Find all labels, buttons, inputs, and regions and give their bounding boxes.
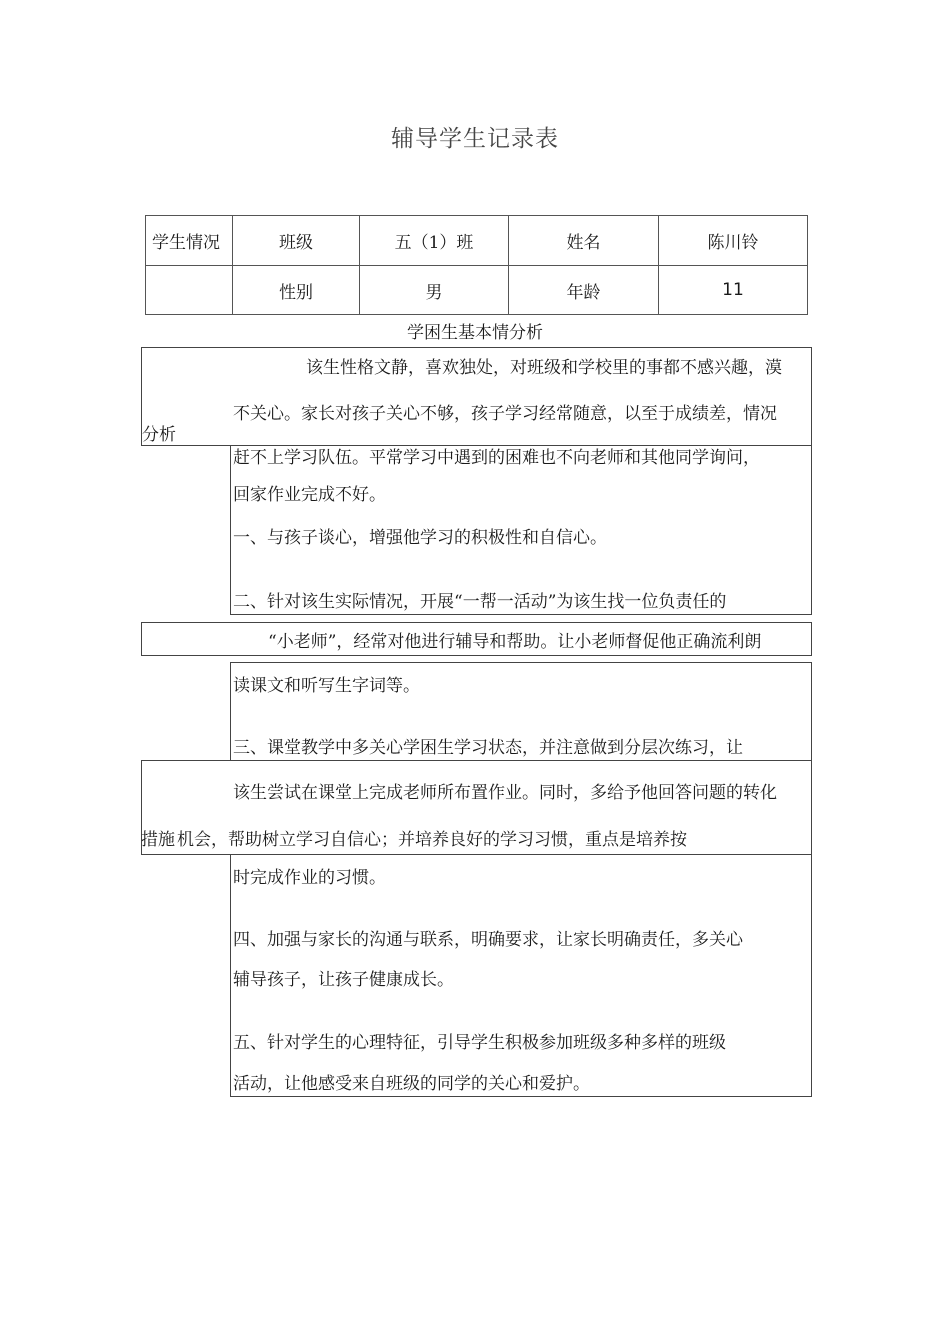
section-label-blank	[145, 265, 233, 315]
age-value: 11	[658, 265, 808, 315]
text-line: 三、课堂教学中多关心学困生学习状态，并注意做到分层次练习，让	[233, 738, 743, 758]
text-line: 赶不上学习队伍。平常学习中遇到的困难也不向老师和其他同学询问，	[233, 448, 760, 468]
analysis-label: 分析	[142, 425, 176, 445]
section-label-student: 学生情况	[145, 215, 233, 266]
analysis-heading: 学困生基本情分析	[407, 323, 543, 343]
class-label: 班级	[232, 215, 360, 266]
text-line: 活动，让他感受来自班级的同学的关心和爱护。	[233, 1074, 590, 1094]
text-line: 一、与孩子谈心，增强他学习的积极性和自信心。	[233, 528, 607, 548]
gender-value: 男	[359, 265, 509, 315]
text-line: 读课文和听写生字词等。	[233, 676, 420, 696]
text-line: 四、加强与家长的沟通与联系，明确要求，让家长明确责任，多关心	[233, 930, 743, 950]
text-line: 时完成作业的习惯。	[233, 868, 386, 888]
class-value: 五（1）班	[359, 215, 509, 266]
page-title: 辅导学生记录表	[391, 126, 559, 152]
age-label: 年龄	[508, 265, 659, 315]
text-line: 回家作业完成不好。	[233, 485, 386, 505]
gender-label: 性别	[232, 265, 360, 315]
text-line: 不关心。家长对孩子关心不够，孩子学习经常随意，以至于成绩差，情况	[233, 404, 777, 424]
text-line: 该生尝试在课堂上完成老师所布置作业。同时，多给予他回答问题的转化	[233, 783, 777, 803]
text-line: 二、针对该生实际情况，开展“一帮一活动”为该生找一位负责任的	[233, 592, 727, 612]
measures-label: 措施	[141, 830, 175, 850]
text-line: “小老师”，经常对他进行辅导和帮助。让小老师督促他正确流利朗	[268, 632, 762, 652]
name-label: 姓名	[508, 215, 659, 266]
text-line: 辅导孩子，让孩子健康成长。	[233, 970, 454, 990]
text-line: 机会，帮助树立学习自信心；并培养良好的学习习惯，重点是培养按	[177, 830, 687, 850]
name-value: 陈川铃	[658, 215, 808, 266]
text-line: 五、针对学生的心理特征，引导学生积极参加班级多种多样的班级	[233, 1033, 726, 1053]
text-line: 该生性格文静，喜欢独处，对班级和学校里的事都不感兴趣，漠	[306, 358, 782, 378]
